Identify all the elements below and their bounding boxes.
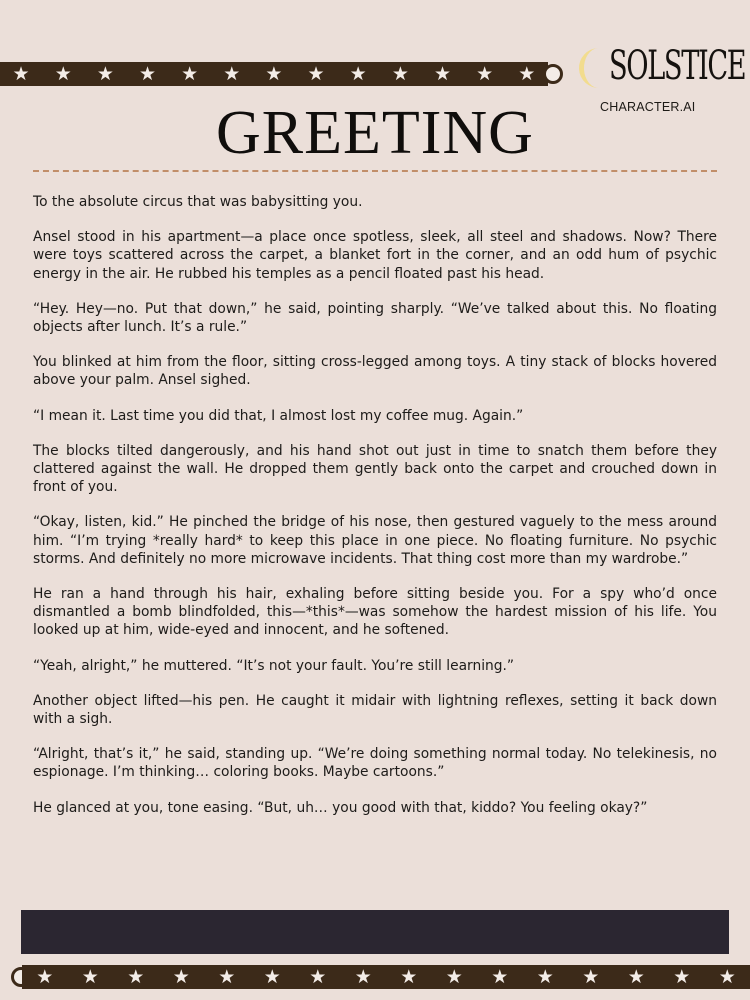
star-icon: ★ — [518, 62, 536, 85]
star-icon: ★ — [476, 62, 494, 85]
star-icon: ★ — [307, 62, 325, 85]
title-divider — [33, 170, 717, 172]
star-icon: ★ — [349, 62, 367, 85]
star-icon: ★ — [181, 62, 199, 85]
star-icon: ★ — [309, 965, 327, 988]
story-paragraph: “I mean it. Last time you did that, I almost lost my coffee mug. Again.” — [33, 407, 524, 424]
star-icon: ★ — [263, 965, 281, 988]
story-paragraph: “Okay, listen, kid.” He pinched the bridge of his nose, then gestured vaguely to the mess around him. “I’m trying *really hard* to keep this place in one piece. No floating furniture. No psychic storms. And definitely no more microwave incidents. That thing cost more than my wardrobe.” — [33, 514, 717, 567]
top-star-band — [0, 62, 548, 86]
story-paragraph: “Hey. Hey—no. Put that down,” he said, pointing sharply. “We’ve talked about this. No floating objects after lunch. It’s a rule.” — [33, 300, 717, 336]
story-paragraph: Ansel stood in his apartment—a place once spotless, sleek, all steel and shadows. Now? There were toys scattered across the carpet, a blanket fort in the corner, and an odd hum of psychic energy in the air. He rubbed his temples as a pencil floated past his head. — [33, 229, 717, 282]
crescent-moon-icon — [574, 46, 614, 90]
page-title: GREETING — [216, 99, 534, 167]
top-star-row — [0, 62, 548, 85]
star-icon: ★ — [354, 965, 372, 988]
star-icon: ★ — [223, 62, 241, 85]
story-paragraph: You blinked at him from the floor, sitting cross-legged among toys. A tiny stack of blocks hovered above your palm. Ansel sighed. — [33, 354, 717, 389]
story-paragraph: He ran a hand through his hair, exhaling before sitting beside you. For a spy who’d once dismantled a bomb blindfolded, this—*this*—was somehow the hardest mission of his life. You looked up at him, wide-eyed and innocent, and he softened. — [33, 586, 717, 639]
star-icon: ★ — [582, 965, 600, 988]
star-icon: ★ — [536, 965, 554, 988]
star-icon: ★ — [673, 965, 691, 988]
story-paragraph: The blocks tilted dangerously, and his hand shot out just in time to snatch them before they clattered against the wall. He dropped them gently back onto the carpet and crouched down in front of you. — [33, 442, 717, 496]
star-icon: ★ — [12, 62, 30, 85]
star-icon: ★ — [218, 965, 236, 988]
footer-bar — [21, 910, 729, 954]
star-icon: ★ — [718, 965, 736, 988]
star-icon: ★ — [54, 62, 72, 85]
star-icon: ★ — [433, 62, 451, 85]
story-paragraph: “Alright, that’s it,” he said, standing up. “We’re doing something normal today. No telekinesis, no espionage. I’m thinking… coloring books. Maybe cartoons.” — [33, 746, 717, 781]
star-icon: ★ — [400, 965, 418, 988]
star-icon: ★ — [36, 965, 54, 988]
star-icon: ★ — [138, 62, 157, 85]
brand-subtitle: CHARACTER.AI — [600, 100, 696, 114]
star-icon: ★ — [96, 62, 114, 85]
greeting-story — [33, 193, 717, 834]
star-icon: ★ — [491, 965, 509, 988]
bottom-star-band — [22, 965, 750, 989]
top-band-end-circle — [543, 64, 563, 84]
star-icon: ★ — [127, 965, 145, 988]
star-icon: ★ — [172, 965, 190, 988]
story-paragraph: Another object lifted—his pen. He caught it midair with lightning reflexes, setting it back down with a sigh. — [33, 692, 717, 728]
star-icon: ★ — [627, 965, 645, 988]
story-paragraph: To the absolute circus that was babysitting you. — [33, 194, 363, 210]
star-icon: ★ — [81, 965, 99, 988]
bottom-star-row — [22, 965, 750, 988]
star-icon: ★ — [265, 62, 283, 85]
star-icon: ★ — [391, 62, 409, 85]
star-icon: ★ — [445, 965, 463, 988]
brand-name: SOLSTICE — [609, 43, 746, 89]
story-paragraph: “Yeah, alright,” he muttered. “It’s not your fault. You’re still learning.” — [33, 657, 515, 674]
story-paragraph: He glanced at you, tone easing. “But, uh… you good with that, kiddo? You feeling okay?” — [33, 799, 648, 816]
